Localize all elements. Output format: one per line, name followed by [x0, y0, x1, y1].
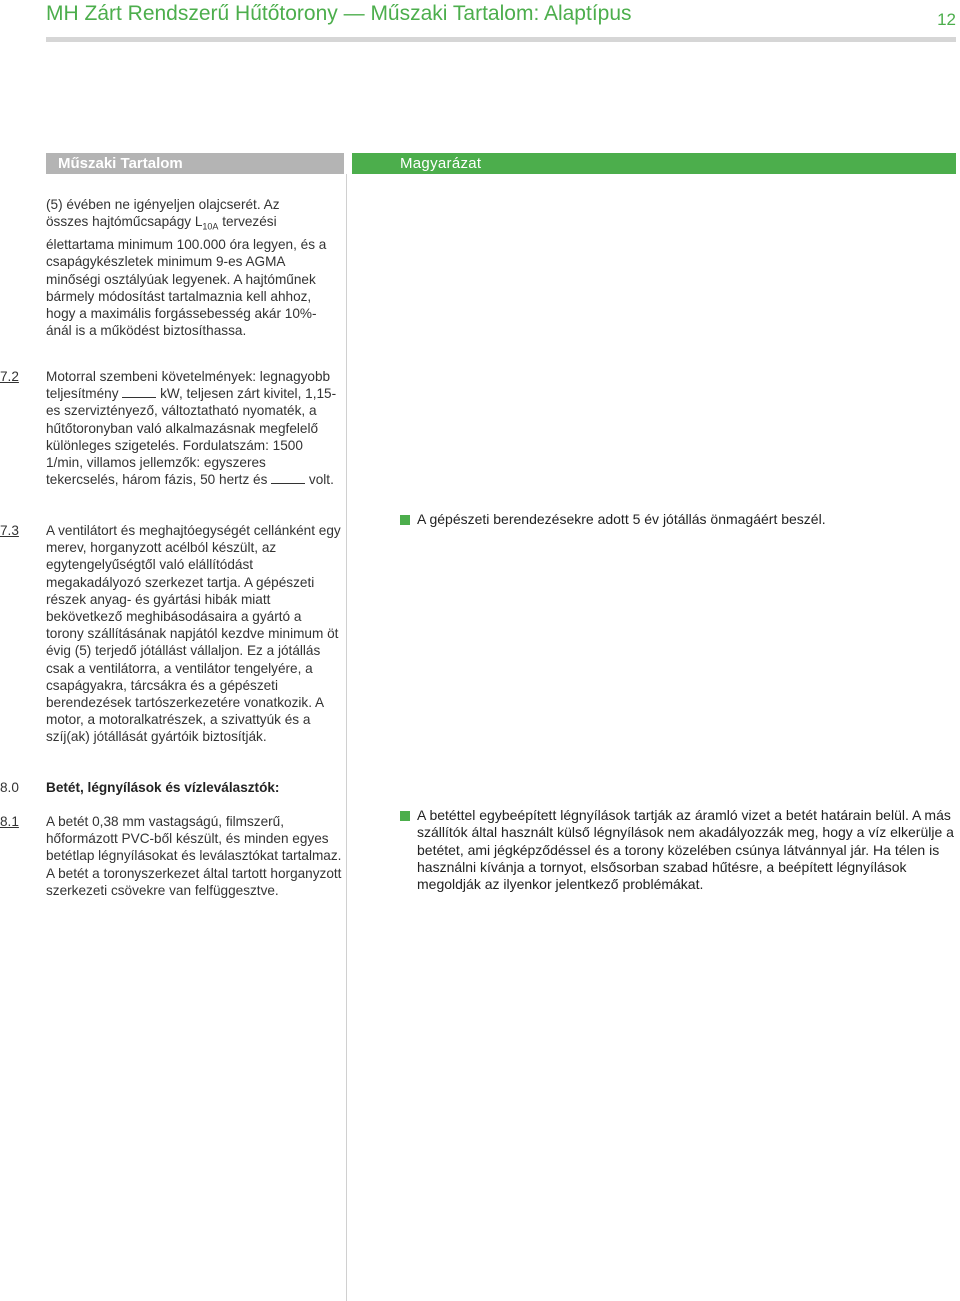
column-divider: [346, 174, 347, 1301]
section-8-1-text: A betét 0,38 mm vastagságú, filmszerű, hőformázott PVC-ből készült, és minden egyes betétlap légnyílásokat és leválasztókat tartalmaz. A betét a toronyszerkezet által tartott horganyzott szerkezeti csövekre van felfüggesztve.: [46, 814, 342, 898]
note-warranty: A gépészeti berendezésekre adott 5 év jótállás önmagáért beszél.: [400, 511, 956, 528]
intro-line-1: (5) évében ne igényeljen olajcserét. Az: [46, 197, 280, 212]
column-header-specs: Műszaki Tartalom: [46, 153, 344, 174]
page-number: 12: [937, 10, 956, 29]
intro-line-2: összes hajtóműcsapágy $L_{10A}$ tervezési: [46, 214, 277, 232]
section-7-3-text: A ventilátort és meghajtóegységét cellánként egy merev, horganyzott acélból készült, az egytengelyűségtől való elállítódást megakadályozó szerkezet tartja. A gépészeti részek anyag- és gyártási hibák miatt bekövetkező meghibásodásaira a gyártó a torony szállításának napjától kezdve minimum öt évig (5) terjedő jótállást vállaljon. Ez a jótállás csak a ventilátorra, a ventilátor tengelyére, a csapágyakra, tárcsákra és a gépészeti berendezések tartószerkezetére vonatkozik. A motor, a motoralkatrészek, a szivattyúk és a szíj(ak) jótállását gyártóik biztosítják.: [46, 523, 341, 745]
blank-field: [122, 385, 156, 398]
column-header-explanation: Magyarázat: [352, 153, 956, 174]
bullet-square-icon: [400, 515, 410, 525]
note-louvers: A betéttel egybeépített légnyílások tartják az áramló vizet a betét határain belül. A más szállítók által használt külső légnyílások nem akadályozzák meg, hogy a víz elkerülje a betétet, ami jégképződéssel és a torony közelében csúnya látvánnyal jár. Ha télen is használni kívánja a tornyot, elsősorban szabad hűtésre, a beépített légnyílások megoldják az ilyenkor jelentkező problémákat.: [400, 807, 956, 893]
section-7-2-text: Motorral szembeni követelmények: legnagyobb teljesítmény kW, teljesen zárt kivitel, 1,15-es szerviztényező, változtatható nyomaték, a hűtőtoronyban való alkalmazásnak megfelelő különleges szigetelés. Fordulatszám: 1500 1/min, villamos jellemzők: egyszeres tekercselés, három fázis, 50 hertz és volt.: [46, 369, 337, 488]
section-number-7-2: 7.2: [0, 369, 19, 384]
section-number-7-3: 7.3: [0, 523, 19, 538]
section-number-8-1: 8.1: [0, 814, 19, 829]
subscript: 10A: [202, 221, 219, 232]
blank-field: [271, 471, 305, 484]
header-rule: [46, 37, 956, 42]
page-title: MH Zárt Rendszerű Hűtőtorony — Műszaki Tartalom: Alaptípus: [46, 2, 632, 25]
section-8-0-heading: Betét, légnyílások és vízleválasztók:: [46, 780, 280, 795]
section-number-8-0: 8.0: [0, 780, 19, 795]
bullet-square-icon: [400, 811, 410, 821]
intro-paragraph: [46, 196, 342, 339]
intro-rest: élettartama minimum 100.000 óra legyen, és a csapágykészletek minimum 9-es AGMA minőségi osztályúak legyenek. A hajtóműnek bármely módosítást tartalmaznia kell ahhoz, hogy a maximális forgássebesség akár 10%-ánál is a működést biztosíthassa.: [46, 237, 327, 339]
